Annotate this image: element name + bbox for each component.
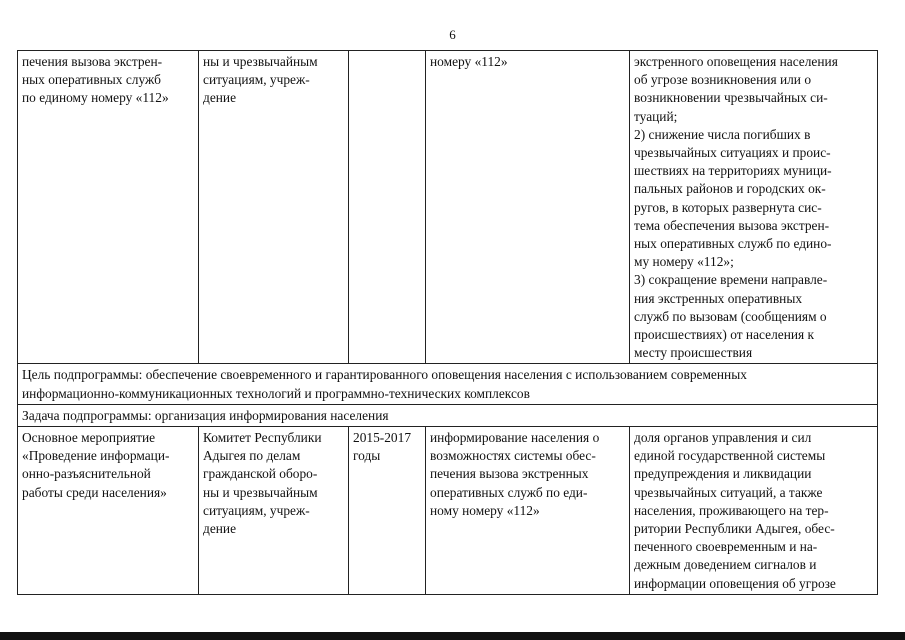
cell-period — [349, 51, 426, 364]
program-table — [17, 50, 878, 595]
table-row-task — [18, 404, 878, 426]
cell-activity: печения вызова экстрен- ных оперативных служб по единому номеру «112» — [18, 51, 199, 364]
table-row-main-activity — [18, 427, 878, 595]
cell-executor: Комитет Республики Адыгея по делам гражданской оборо- ны и чрезвычайным ситуациям, учреж- дение — [199, 427, 349, 595]
subprogram-goal: Цель подпрограммы: обеспечение своевременного и гарантированного оповещения населения с использованием современных информационно-коммуникационных технологий и программно-технических комплексов — [18, 364, 878, 404]
cell-period: 2015-2017 годы — [349, 427, 426, 595]
cell-result: номеру «112» — [426, 51, 630, 364]
table-row-goal — [18, 364, 878, 404]
cell-executor: ны и чрезвычайным ситуациям, учреж- дение — [199, 51, 349, 364]
page-number: 6 — [449, 27, 456, 42]
cell-indicator: доля органов управления и сил единой государственной системы предупреждения и ликвидации чрезвычайных ситуаций, а также населения, проживающего на тер- ритории Республики Адыгея, обес- печенного своевременным и на- дежным доведением сигналов и информации оповещения об угрозе — [630, 427, 878, 595]
cell-indicator: экстренного оповещения населения об угрозе возникновения или о возникновении чрезвычайных си- туаций; 2) снижение числа погибших в чрезвычайных ситуациях и проис- шествиях на территориях муници- пальных районов и городских ок- ругов, в которых развернута сис- тема обеспечения вызова экстрен- ных оперативных служб по едино- му номеру «112»; 3) сокращение времени направле- ния экстренных оперативных служб по вызовам (сообщениям о происшествиях) от населения к месту происшествия — [630, 51, 878, 364]
subprogram-task: Задача подпрограммы: организация информирования населения — [18, 404, 878, 426]
cell-result: информирование населения о возможностях системы обес- печения вызова экстренных оперативных служб по еди- ному номеру «112» — [426, 427, 630, 595]
table-row-continuation — [18, 51, 878, 364]
scan-bottom-border — [0, 632, 905, 640]
cell-activity: Основное мероприятие «Проведение информаци- онно-разъяснительной работы среди населения» — [18, 427, 199, 595]
